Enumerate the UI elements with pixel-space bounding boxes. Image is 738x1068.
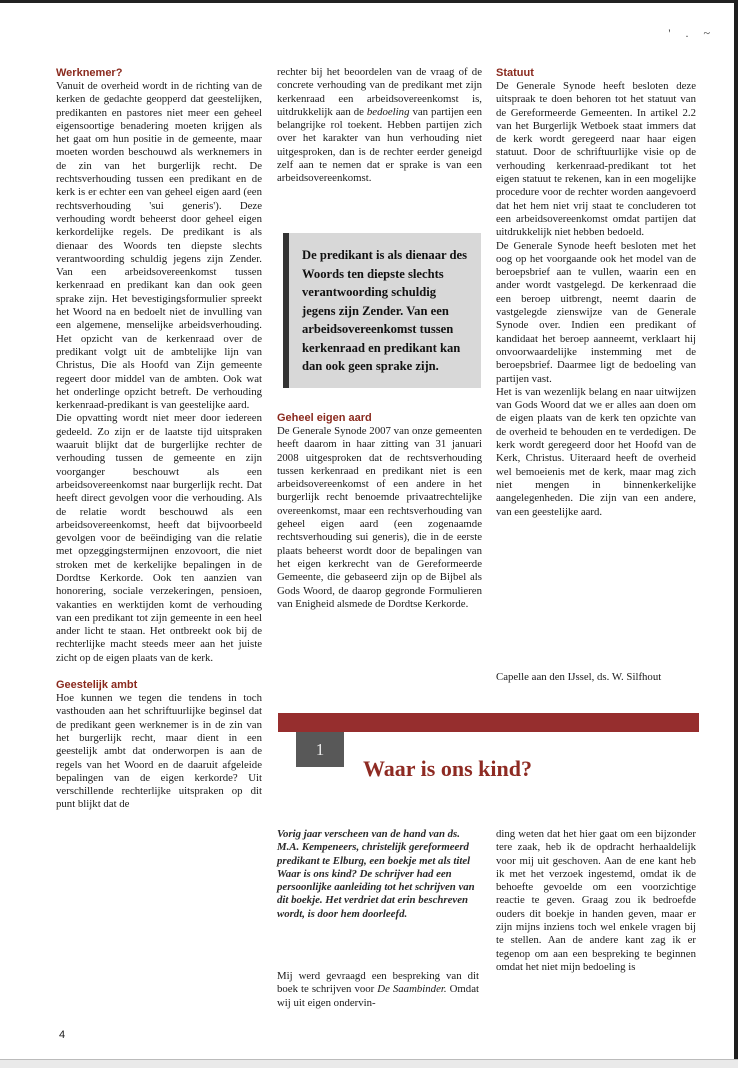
article-intro: Vorig jaar verscheen van de hand van ds. M.A. Kempeneers, christelijk gereformeerd predikant te Elburg, een boekje met als titel Waar is ons kind? De schrijver had een persoonlijke aanleiding tot het schrijven van dit boekje. Het verdriet dat erin beschreven wordt, is door hem doorleefd. xyxy=(277,828,475,920)
column-2-lower xyxy=(277,411,482,611)
article-number: 1 xyxy=(296,732,344,767)
scan-edge-top xyxy=(0,0,738,3)
paragraph: Hoe kunnen we tegen die tendens in toch vasthouden aan het schriftuurlijke beginsel dat de predikant geen werknemer is in de zin van het burgerlijk recht, maar dient in een geestelijk ambt dat onderworpen is aan de regels van het Woord en de daaruit afgeleide bepalingen van de eigen kerkorde? Uit verschillende rechterlijke uitspraken op dit punt blijkt dat de xyxy=(56,692,262,811)
heading-werknemer: Werknemer? xyxy=(56,67,123,79)
byline: Capelle aan den IJssel, ds. W. Silfhout xyxy=(496,671,662,683)
article-title: Waar is ons kind? xyxy=(363,756,532,781)
paragraph: De Generale Synode 2007 van onze gemeenten heeft daarom in haar zitting van 31 januari 2008 uitgesproken dat de rechtsverhouding tussen kerkenraad en predikant niet is een arbeidsovereenkomst of een andere in het burgerlijk recht benoemde privaatrechtelijke overeenkomst, maar een rechtsverhouding van geheel eigen aard (een zogenaamde rechtsverhouding sui generis), die in de eerste plaats beheerst wordt door de bepalingen van het eigen kerkrecht van de Gereformeerde Gemeente, die gebaseerd zijn op de Bijbel als Gods Woord, de daarop gegronde Formulieren van Enigheid alsmede de Dordtse Kerkorde. xyxy=(277,425,482,610)
paragraph: De Generale Synode heeft besloten met het oog op het voorgaande ook het model van de beroepsbrief aan te vullen, waarin een en ander wordt vastgelegd. De kerkenraad die een beroep uitbrengt, neemt daarin de vastgelegde zienswijze van de Generale Synode over. Indien een predikant of kandidaat het beroep aanneemt, verklaart hij onvoorwaardelijke instemming met de beroepsbrief. Daarmee ligt de bedoeling van partijen vast. xyxy=(496,239,696,385)
article-body-col-1 xyxy=(277,970,479,1010)
paragraph: Het is van wezenlijk belang en naar uitwijzen van Gods Woord dat we er alles aan doen om de eigen plaats van de kerk ten opzichte van de overheid te behouden en te verdedigen. De kerk wordt geregeerd door het Hoofd van de Kerk, Christus. Uiteraard heeft de overheid wel bemoeienis met de kerk, maar mag zich niet mengen in binnenkerkelijke aangelegenheden. Die zijn van een andere, van een geestelijke aard. xyxy=(496,385,696,518)
heading-geheel-eigen-aard: Geheel eigen aard xyxy=(277,412,372,424)
pull-quote: De predikant is als dienaar des Woords ten diepste slechts verantwoording schuldig jegens zijn Zender. Van een arbeidsovereenkomst tussen kerkenraad en predikant kan dan ook geen sprake zijn. xyxy=(283,233,481,388)
paragraph: De Generale Synode heeft besloten deze uitspraak te doen behoren tot het statuut van de Gereformeerde Gemeenten. In artikel 2.2 van het Burgerlijk Wetboek staat immers dat de kerk wordt geregeerd naar haar eigen statuut. Door de schriftuurlijke visie op de verhouding kerkenraad-predikant tot het eigen statuut te rekenen, kan in een mogelijke procedure voor de rechter worden aangevoerd dat het hem niet vrij staat te concluderen tot een arbeidsovereenkomst omdat partijen dat uitdrukkelijk niet hebben bedoeld. xyxy=(496,80,696,239)
column-2 xyxy=(277,66,482,186)
article-body-col-2 xyxy=(496,828,696,974)
scan-edge-right xyxy=(734,0,738,1068)
paragraph: Die opvatting wordt niet meer door iedereen gedeeld. Zo zijn er de laatste tijd uitspraken waaruit blijkt dat de burgerlijke rechter de verhouding tussen de gemeente en zijn voorganger beschouwt als een arbeidsovereenkomst naar burgerlijk recht. Dat heeft direct gevolgen voor die verhouding. Als de relatie wordt beschouwd als een arbeidsovereenkomst, heeft dat bijvoorbeeld gevolgen voor de beëindiging van die relatie met opzeggingstermijnen enzovoort, die niet stroken met de kerkelijke bepalingen in de Dordtse Kerkorde. Ook ten aanzien van honorering, sociale verzekeringen, pensioen, vakanties en werktijden komt de verhouding van een predikant tot zijn gemeente in een heel ander licht te staan. Het ontbreekt ook bij de rechterlijke macht steeds meer aan het juiste zicht op de eigen plaats van de kerk. xyxy=(56,412,262,664)
scan-edge-bottom xyxy=(0,1059,738,1068)
article-header-band xyxy=(278,713,699,732)
paragraph: Mij werd gevraagd een bespreking van dit boek te schrijven voor De Saambinder. Omdat wij uit eigen ondervin- xyxy=(277,970,479,1009)
heading-statuut: Statuut xyxy=(496,67,534,79)
paragraph: Vanuit de overheid wordt in de richting van de kerken de gedachte geopperd dat geestelijken, predikanten en pastores niet meer een geheel eigensoortige benadering moeten krijgen als het gaat om hun positie in de gemeente, maar moeten worden beschouwd als werknemers in de zin van het burgerlijk recht. De rechtsverhouding tussen een predikant en de kerk is er echter een van geheel eigen aard (een rechtsverhouding 'sui generis'). Deze verhouding wordt beheerst door geheel eigen kerkordelijke regels. De predikant is als dienaar des Woords ten diepste slechts verantwoording schuldig jegens zijn Zender. Van een arbeidsovereenkomst tussen kerkenraad en predikant kan dan ook geen sprake zijn. Het bevestigingsformulier spreekt het Woord na en bedoelt niet de invulling van een algemene, menselijke arbeidsverhouding. Het opzicht van de kerkenraad over de predikant volgt uit de ambtelijke lijn van Christus, Die als Hoofd van Zijn gemeente regeert door middel van de ambten. Ook wat het onderlinge opzicht betreft. De verhouding kerkenraad-predikant is van geestelijke aard. xyxy=(56,80,262,412)
column-1 xyxy=(56,66,262,812)
paragraph: ding weten dat het hier gaat om een bijzonder tere zaak, heb ik de opdracht herhaaldelijk voor mij uit geschoven. Aan de ene kant heb ik met het verzoek ingestemd, omdat ik de behoefte gevoelde om een voorzichtige reactie te geven. Graag zou ik bedroefde ouders dit boekje in handen geven, maar er zijn mijns inziens toch wel enkele vragen bij te stellen. Aan de andere kant zag ik er tegenop om aan een bespreking te beginnen omdat het niet mijn bedoeling is xyxy=(496,828,696,973)
column-3 xyxy=(496,66,696,519)
page-number: 4 xyxy=(59,1029,66,1041)
heading-geestelijk-ambt: Geestelijk ambt xyxy=(56,679,138,692)
scan-specks: ' . ~ xyxy=(668,26,716,40)
paragraph: rechter bij het beoordelen van de vraag of de concrete verhouding van de predikant met zijn kerkenraad een arbeidsovereenkomst is, uitdrukkelijk aan de bedoeling van partijen een belangrijke rol toekent. Hebben partijen zich over het karakter van hun verhouding niet uitgesproken, dan is de rechter eerder geneigd zelf aan te nemen dat er sprake is van een arbeidsovereenkomst. xyxy=(277,66,482,185)
